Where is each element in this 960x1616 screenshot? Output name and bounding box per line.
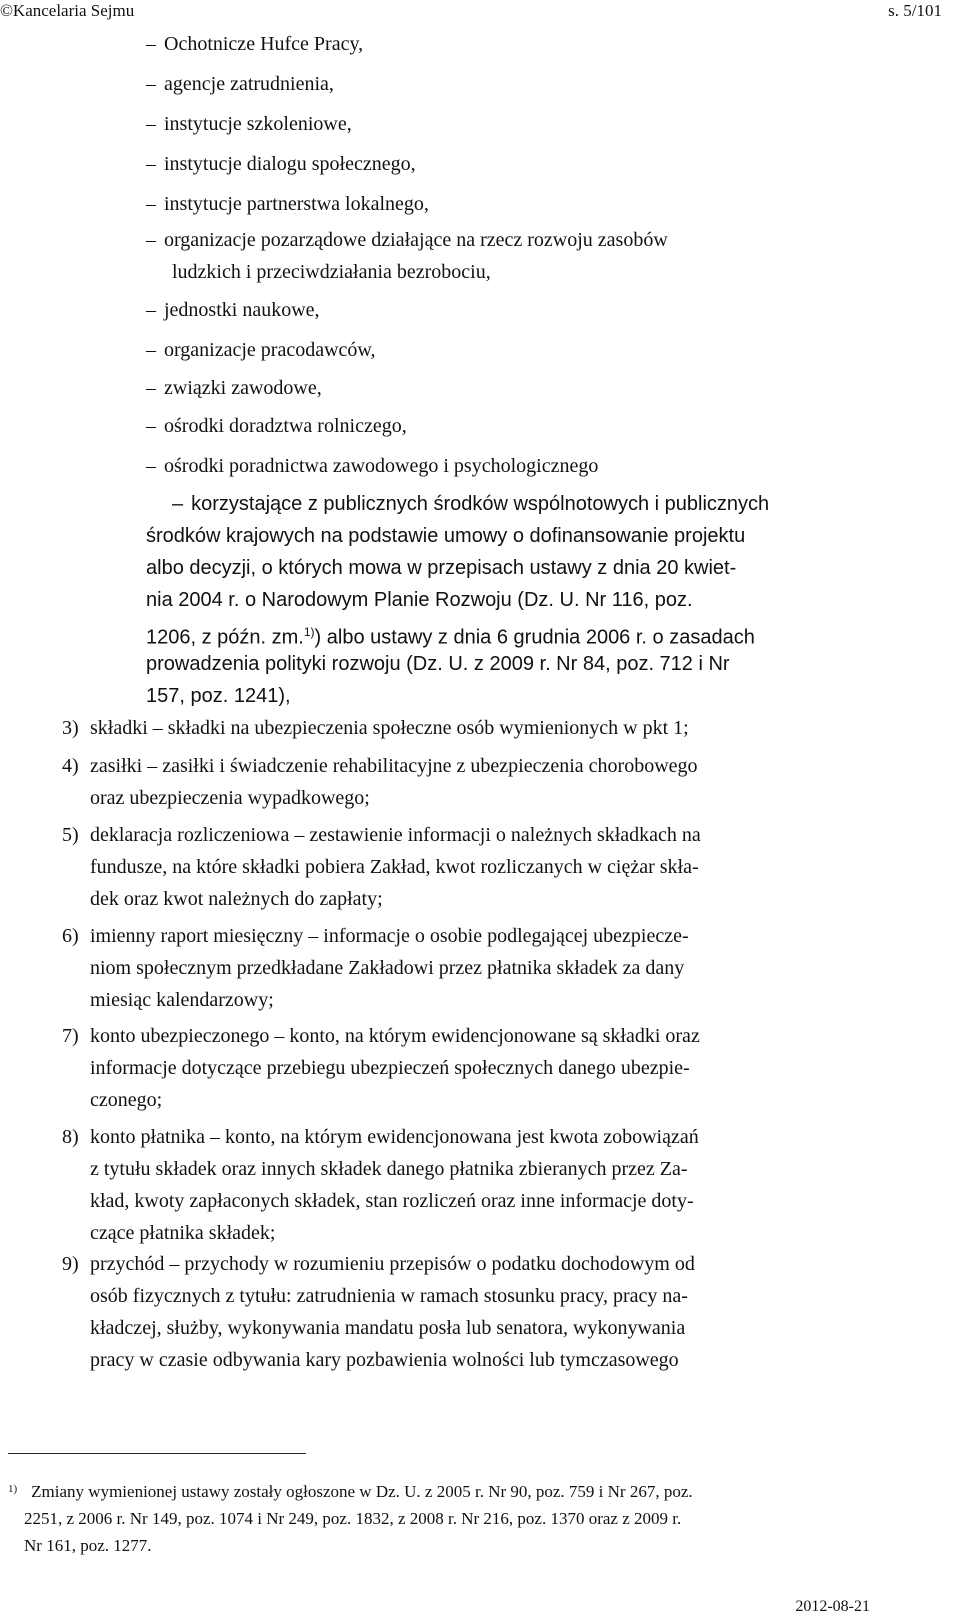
- list-item: – Ochotnicze Hufce Pracy,: [146, 33, 364, 55]
- list-item: – organizacje pracodawców,: [146, 339, 376, 361]
- publication-date: 2012-08-21: [795, 1598, 870, 1615]
- definition-item: 9) przychód – przychody w rozumieniu przepisów o podatku dochodowym od osób fizycznych z tytułu: zatrudnienia w ramach stosunku pracy, pracy na- kładczej, służby, wykonywania mandatu posła lub senatora, wykonywania pracy w czasie odbywania kary pozbawienia wolności lub tymczasowego: [62, 1253, 695, 1371]
- definition-item: 4) zasiłki – zasiłki i świadczenie rehabilitacyjne z ubezpieczenia chorobowego oraz ubezpieczenia wypadkowego;: [62, 755, 698, 809]
- definition-item: 5) deklaracja rozliczeniowa – zestawienie informacji o należnych składkach na fundusze, na które składki pobiera Zakład, kwot rozliczanych w ciężar skła- dek oraz kwot należnych do zapłaty;: [62, 824, 701, 910]
- footnote-mark: 1): [8, 1483, 18, 1495]
- definition-item: 8) konto płatnika – konto, na którym ewidencjonowana jest kwota zobowiązań z tytułu składek oraz innych składek danego płatnika zbieranych przez Za- kład, kwoty zapłaconych składek, stan rozliczeń oraz inne informacje doty- czące płatnika składek;: [62, 1126, 699, 1244]
- list-item: – agencje zatrudnienia,: [146, 73, 334, 95]
- list-item: – jednostki naukowe,: [146, 299, 320, 321]
- definition-item: 7) konto ubezpieczonego – konto, na którym ewidencjonowane są składki oraz informacje dotyczące przebiegu ubezpieczeń społecznych danego ubezpie- czonego;: [62, 1025, 700, 1111]
- definition-item: 3) składki – składki na ubezpieczenia społeczne osób wymienionych w pkt 1;: [62, 717, 689, 739]
- list-item: – związki zawodowe,: [146, 377, 322, 399]
- header-source: ©Kancelaria Sejmu: [0, 1, 135, 20]
- footnote-divider: [8, 1453, 306, 1454]
- footnote-ref: 1): [303, 625, 315, 639]
- definition-item: 6) imienny raport miesięczny – informacje o osobie podlegającej ubezpiecze- niom społecznym przedkładane Zakładowi przez płatnika składek za dany miesiąc kalendarzowy;: [62, 925, 689, 1011]
- list-item: – instytucje dialogu społecznego,: [146, 153, 416, 175]
- header-page-number: s. 5/101: [888, 1, 942, 20]
- document-page: ©Kancelaria Sejmu s. 5/101 – Ochotnicze Hufce Pracy, – agencje zatrudnienia, – instytucje szkoleniowe, – instytucje dialogu społecznego, – instytucje partnerstwa lokalnego, – organizacje pozarządowe działające na rzecz rozwoju zasobów ludzkich i przeciwdziałania bezrobociu, – jednostki naukowe, – organizacje pracodawców, – związki zawodowe, – ośrodki doradztwa rolniczego, – ośrodki poradnictwa zawodowego i psychologicznego – korzystające z publicznych środków wspólnotowych i publicznych środków krajowych na podstawie umowy o dofinansowanie projektu albo decyzji, o których mowa w przepisach ustawy z dnia 20 kwiet- nia 2004 r. o Narodowym Planie Rozwoju (Dz. U. Nr 116, poz. 1206, z późn. zm.$^{1)}$) albo ustawy z dnia 6 grudnia 2006 r. o zasadach prowadzenia polityki rozwoju (Dz. U. z 2009 r. Nr 84, poz. 712 i Nr 157, poz. 1241), 3) składki – składki na ubezpieczenia społeczne osób wymienionych w pkt 1; 4) zasiłki – zasiłki i świadczenie rehabilitacyjne z ubezpieczenia chorobowego oraz ubezpieczenia wypadkowego; 5) deklaracja rozliczeniowa – zestawienie informacji o należnych składkach na fundusze, na które składki pobiera Zakład, kwot rozliczanych w ciężar skła- dek oraz kwot należnych do zapłaty; 6) imienny raport miesięczny – informacje o osobie podlegającej ubezpiecze- niom społecznym przedkładane Zakładowi przez płatnika składek za dany miesiąc kalendarzowy; 7) konto ubezpieczonego – konto, na którym ewidencjonowane są składki oraz informacje dotyczące przebiegu ubezpieczeń społecznych danego ubezpie- czonego; 8) konto płatnika – konto, na którym ewidencjonowana jest kwota zobowiązań z tytułu składek oraz innych składek danego płatnika zbieranych przez Za- kład, kwoty zapłaconych składek, stan rozliczeń oraz inne informacje doty- czące płatnika składek; 9) przychód – przychody w rozumieniu przepisów o podatku dochodowym od osób fizycznych z tytułu: zatrudnienia w ramach stosunku pracy, pracy na- kładczej, służby, wykonywania mandatu posła lub senatora, wykonywania pracy w czasie odbywania kary pozbawienia wolności lub tymczasowego $^{1)}$ Zmiany wymienionej ustawy zostały ogłoszone w Dz. U. z 2005 r. Nr 90, poz. 759 i Nr 267, poz. 2251, z 2006 r. Nr 149, poz. 1074 i Nr 249, poz. 1832, z 2008 r. Nr 216, poz. 1370 oraz z 2009 r. Nr 161, poz. 1277. 2012-08-21: [0, 0, 960, 1616]
- list-item: – ośrodki doradztwa rolniczego,: [146, 415, 407, 437]
- list-item: – instytucje szkoleniowe,: [146, 113, 352, 135]
- footnote: $^{1)}$ Zmiany wymienionej ustawy zostały ogłoszone w Dz. U. z 2005 r. Nr 90, poz. 759 i Nr 267, poz. 2251, z 2006 r. Nr 149, poz. 1074 i Nr 249, poz. 1832, z 2008 r. Nr 216, poz. 1370 oraz z 2009 r. Nr 161, poz. 1277.: [8, 1482, 693, 1555]
- page-header: [0, 0, 960, 22]
- list-item: – ośrodki poradnictwa zawodowego i psychologicznego: [146, 455, 599, 477]
- list-item-continuation: ludzkich i przeciwdziałania bezrobociu,: [172, 261, 491, 283]
- list-item: – organizacje pozarządowe działające na rzecz rozwoju zasobów: [146, 229, 668, 251]
- list-item: – instytucje partnerstwa lokalnego,: [146, 193, 429, 215]
